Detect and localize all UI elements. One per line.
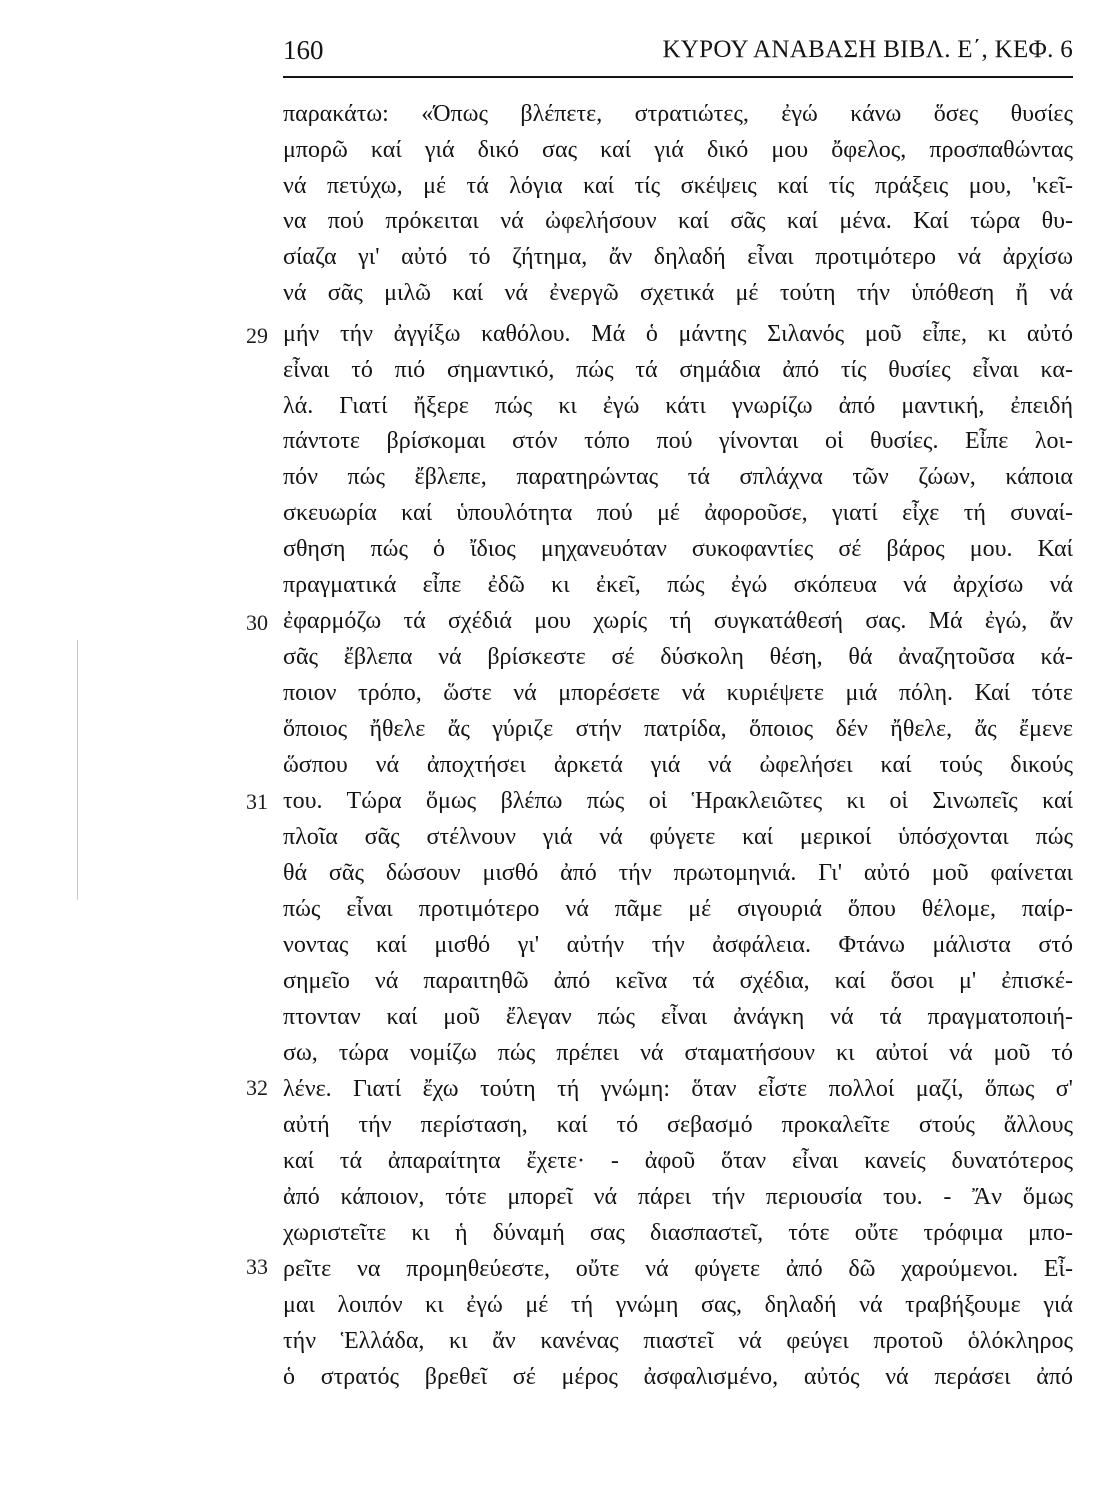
line-number-30: 30 bbox=[246, 610, 268, 635]
text-line: σημεῖο νά παραιτηθῶ ἀπό κεῖνα τά σχέδια, καί ὅσοι μ' ἐπισκέ- bbox=[283, 968, 1073, 994]
text-line: ποιον τρόπο, ὥστε νά μπορέσετε νά κυριέψετε μιά πόλη. Καί τότε bbox=[283, 680, 1073, 706]
text-line: καί τά ἀπαραίτητα ἔχετε· - ἀφοῦ ὅταν εἶναι κανείς δυνατότερος bbox=[283, 1148, 1073, 1174]
text-line: να πού πρόκειται νά ὠφελήσουν καί σᾶς καί μένα. Καί τώρα θυ- bbox=[283, 208, 1073, 234]
text-line: τήν Ἑλλάδα, κι ἄν κανένας πιαστεῖ νά φεύγει προτοῦ ὁλόκληρος bbox=[283, 1328, 1073, 1354]
text-line: λένε. Γιατί ἔχω τούτη τή γνώμη: ὅταν εἶστε πολλοί μαζί, ὅπως σ' bbox=[283, 1076, 1073, 1102]
text-line: αὐτή τήν περίσταση, καί τό σεβασμό προκαλεῖτε στούς ἄλλους bbox=[283, 1112, 1073, 1138]
text-line: λά. Γιατί ἤξερε πώς κι ἐγώ κάτι γνωρίζω ἀπό μαντική, ἐπειδή bbox=[283, 393, 1073, 419]
text-line: μήν τήν ἀγγίξω καθόλου. Μά ὁ μάντης Σιλανός μοῦ εἶπε, κι αὐτό bbox=[283, 321, 1073, 347]
text-line: θά σᾶς δώσουν μισθό ἀπό τήν πρωτομηνιά. Γι' αὐτό μοῦ φαίνεται bbox=[283, 860, 1073, 886]
text-line: ἀπό κάποιον, τότε μπορεῖ νά πάρει τήν περιουσία του. - Ἄν ὅμως bbox=[283, 1184, 1073, 1210]
text-line: νοντας καί μισθό γι' αὐτήν τήν ἀσφάλεια. Φτάνω μάλιστα στό bbox=[283, 932, 1073, 958]
text-line: του. Τώρα ὅμως βλέπω πώς οἱ Ἡρακλειῶτες κι οἱ Σινωπεῖς καί bbox=[283, 788, 1073, 814]
scan-edge-mark bbox=[77, 640, 78, 900]
text-line: πόν πώς ἔβλεπε, παρατηρώντας τά σπλάχνα τῶν ζώων, κάποια bbox=[283, 464, 1073, 490]
text-line: πτονταν καί μοῦ ἔλεγαν πώς εἶναι ἀνάγκη νά τά πραγματοποιή- bbox=[283, 1004, 1073, 1030]
text-line: εἶναι τό πιό σημαντικό, πώς τά σημάδια ἀπό τίς θυσίες εἶναι κα- bbox=[283, 357, 1073, 383]
text-line: μαι λοιπόν κι ἐγώ μέ τή γνώμη σας, δηλαδή νά τραβήξουμε γιά bbox=[283, 1292, 1073, 1318]
text-line: νά σᾶς μιλῶ καί νά ἐνεργῶ σχετικά μέ τούτη τήν ὑπόθεση ἤ νά bbox=[283, 280, 1073, 306]
text-line: ὅποιος ἤθελε ἄς γύριζε στήν πατρίδα, ὅποιος δέν ἤθελε, ἄς ἔμενε bbox=[283, 716, 1073, 742]
text-line: ἐφαρμόζω τά σχέδιά μου χωρίς τή συγκατάθεσή σας. Μά ἐγώ, ἄν bbox=[283, 608, 1073, 634]
line-number-33: 33 bbox=[246, 1254, 268, 1279]
line-number-31: 31 bbox=[246, 789, 268, 814]
line-number-29: 29 bbox=[246, 323, 268, 348]
text-line: νά πετύχω, μέ τά λόγια καί τίς σκέψεις καί τίς πράξεις μου, 'κεῖ- bbox=[283, 173, 1073, 199]
text-line: ρεῖτε να προμηθεύεστε, οὔτε νά φύγετε ἀπό δῶ χαρούμενοι. Εἶ- bbox=[283, 1256, 1073, 1282]
text-line: ὥσπου νά ἀποχτήσει ἀρκετά γιά νά ὠφελήσει καί τούς δικούς bbox=[283, 752, 1073, 778]
text-line: ὁ στρατός βρεθεῖ σέ μέρος ἀσφαλισμένο, αὐτός νά περάσει ἀπό bbox=[283, 1364, 1073, 1390]
text-line: πάντοτε βρίσκομαι στόν τόπο πού γίνονται οἱ θυσίες. Εἶπε λοι- bbox=[283, 428, 1073, 454]
text-line: σθηση πώς ὁ ἴδιος μηχανευόταν συκοφαντίες σέ βάρος μου. Καί bbox=[283, 536, 1073, 562]
text-line: μπορῶ καί γιά δικό σας καί γιά δικό μου ὄφελος, προσπαθώντας bbox=[283, 137, 1073, 163]
text-line: σίαζα γι' αὐτό τό ζήτημα, ἄν δηλαδή εἶναι προτιμότερο νά ἀρχίσω bbox=[283, 244, 1073, 270]
line-number-32: 32 bbox=[246, 1075, 268, 1100]
header-rule bbox=[283, 76, 1073, 78]
running-head: ΚΥΡΟΥ ΑΝΑΒΑΣΗ ΒΙΒΛ. Ε΄, ΚΕΦ. 6 bbox=[662, 36, 1073, 63]
body-text bbox=[283, 96, 1073, 1426]
page-number: 160 bbox=[283, 35, 324, 65]
text-line: χωριστεῖτε κι ἡ δύναμή σας διασπαστεῖ, τότε οὔτε τρόφιμα μπο- bbox=[283, 1220, 1073, 1246]
page-header bbox=[283, 30, 1073, 74]
text-line: πώς εἶναι προτιμότερο νά πᾶμε μέ σιγουριά ὅπου θέλομε, παίρ- bbox=[283, 896, 1073, 922]
text-line: πλοῖα σᾶς στέλνουν γιά νά φύγετε καί μερικοί ὑπόσχονται πώς bbox=[283, 824, 1073, 850]
text-line: σω, τώρα νομίζω πώς πρέπει νά σταματήσουν κι αὐτοί νά μοῦ τό bbox=[283, 1040, 1073, 1066]
text-line: σᾶς ἔβλεπα νά βρίσκεστε σέ δύσκολη θέση, θά ἀναζητοῦσα κά- bbox=[283, 644, 1073, 670]
text-line: σκευωρία καί ὑπουλότητα πού μέ ἀφοροῦσε, γιατί εἶχε τή συναί- bbox=[283, 500, 1073, 526]
text-line: πραγματικά εἶπε ἐδῶ κι ἐκεῖ, πώς ἐγώ σκόπευα νά ἀρχίσω νά bbox=[283, 572, 1073, 598]
text-line: παρακάτω: «Όπως βλέπετε, στρατιώτες, ἐγώ κάνω ὅσες θυσίες bbox=[283, 101, 1073, 127]
